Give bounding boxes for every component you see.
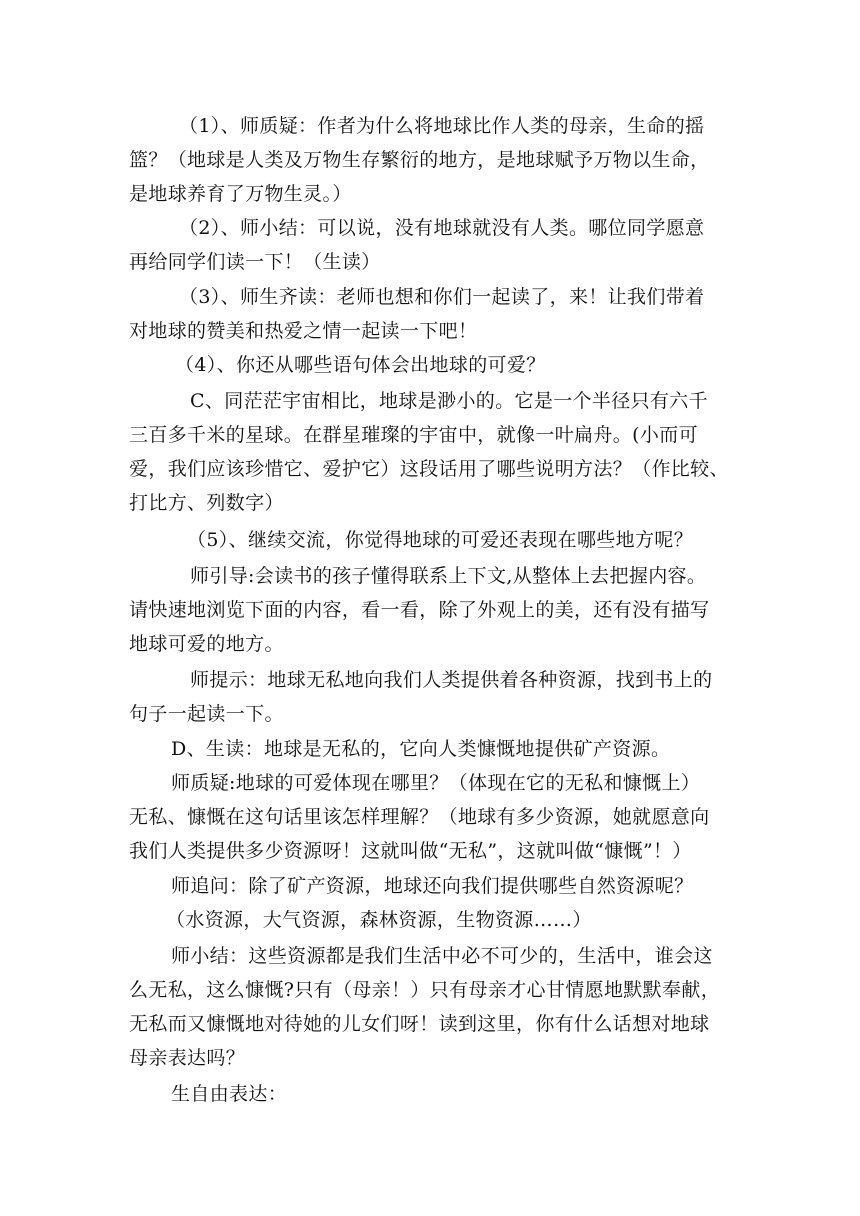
text-line: （水资源，大气资源，森林资源，生物资源……） [166,909,592,931]
text-line: 师质疑:地球的可爱体现在哪里？（体现在它的无私和慷慨上） [171,772,701,794]
text-line: （4）、你还从哪些语句体会出地球的可爱？ [175,354,546,376]
text-line: 么无私，这么慷慨?只有（母亲！）只有母亲才心甘情愿地默默奉献， [129,979,721,1001]
text-line: 无私而又慷慨地对待她的儿女们呀！读到这里，你有什么话想对地球 [129,1013,710,1035]
text-line: 无私、慷慨在这句话里该怎样理解？（地球有多少资源，她就愿意向 [129,806,710,828]
text-line: （1）、师质疑：作者为什么将地球比作人类的母亲，生命的摇 [179,115,705,137]
text-line: （3）、师生齐读：老师也想和你们一起读了，来！让我们带着 [179,286,705,308]
text-line: 生自由表达： [171,1083,288,1105]
text-line: 师追问：除了矿产资源，地球还向我们提供哪些自然资源呢？ [171,875,694,897]
text-line: 是地球养育了万物生灵。） [129,183,352,205]
text-line: 三百多千米的星球。在群星璀璨的宇宙中，就像一叶扁舟。(小而可 [129,424,698,446]
text-line: 地球可爱的地方。 [129,633,284,655]
text-line: 师提示：地球无私地向我们人类提供着各种资源，找到书上的 [190,669,713,691]
text-line: 我们人类提供多少资源呀！这就叫做“无私”，这就叫做“慷慨”！） [129,840,692,862]
text-line: 再给同学们读一下！（生读） [129,251,381,273]
text-line: 母亲表达吗？ [129,1047,246,1069]
text-line: 句子一起读一下。 [129,703,284,725]
text-line: （2）、师小结：可以说，没有地球就没有人类。哪位同学愿意 [179,217,705,239]
text-line: 请快速地浏览下面的内容，看一看，除了外观上的美，还有没有描写 [129,599,710,621]
text-line: 爱，我们应该珍惜它、爱护它）这段话用了哪些说明方法？（作比较、 [129,458,729,480]
text-line: 对地球的赞美和热爱之情一起读一下吧！ [129,320,478,342]
text-line: 师小结：这些资源都是我们生活中必不可少的，生活中，谁会这 [171,945,713,967]
text-line: D、生读：地球是无私的，它向人类慷慨地提供矿产资源。 [171,738,671,760]
text-line: 师引导:会读书的孩子懂得联系上下文,从整体上去把握内容。 [190,565,707,587]
text-line: （5）、继续交流，你觉得地球的可爱还表现在哪些地方呢？ [187,529,694,551]
text-line: 打比方、列数字） [129,492,284,514]
text-line: 篮？（地球是人类及万物生存繁衍的地方，是地球赋予万物以生命， [129,149,710,171]
text-line: C、同茫茫宇宙相比，地球是渺小的。它是一个半径只有六千 [190,390,708,412]
